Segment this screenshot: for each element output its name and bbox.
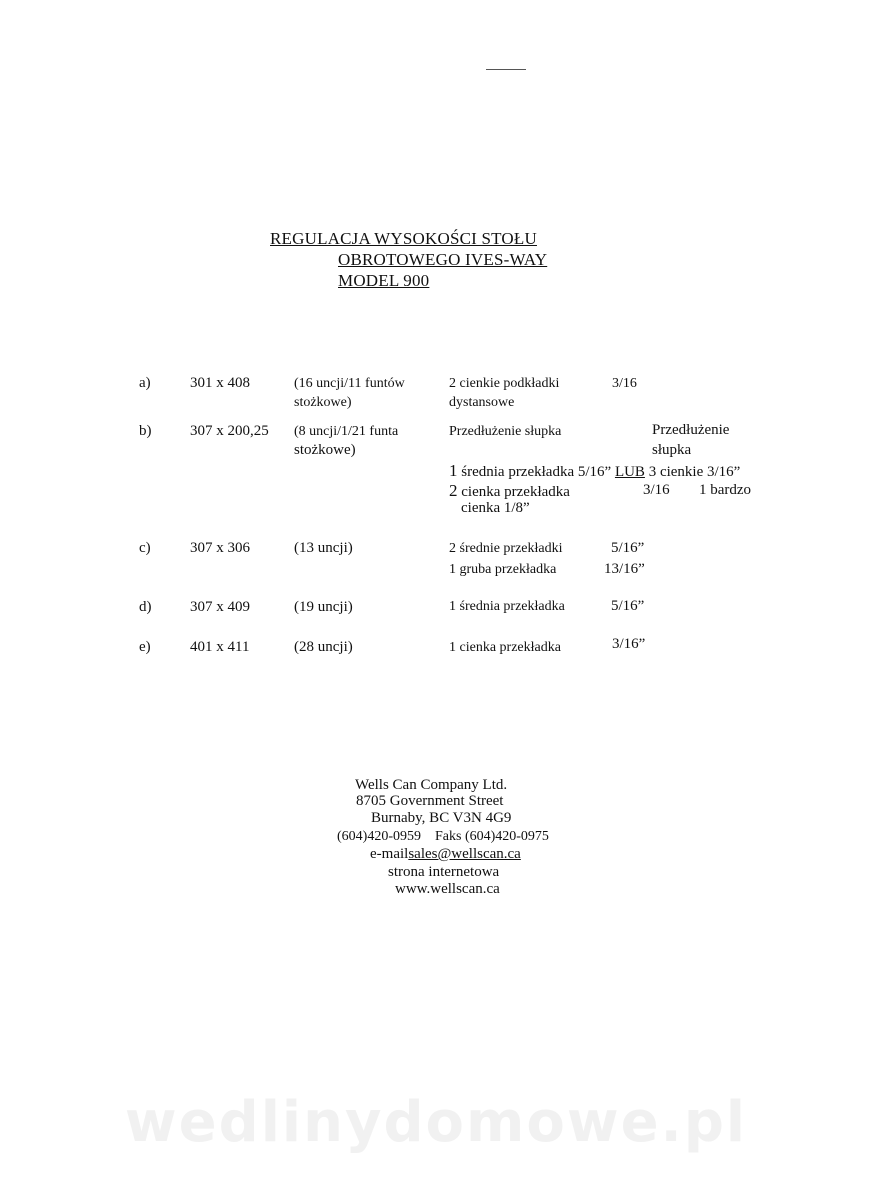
row-b-alt-2: słupka [652,442,692,458]
row-b-spec-1: Przedłużenie słupka [449,424,562,439]
row-b-option-2-text: cienka przekładka [461,484,570,500]
row-c-letter: c) [139,540,151,556]
row-c-weight: (13 uncji) [294,540,353,556]
row-b-option-2-extra: 1 bardzo [699,482,752,498]
row-c-spec-2: 1 gruba przekładka [449,562,557,577]
row-b-option-1-number: 1 [449,461,458,480]
row-d-spec: 1 średnia przekładka [449,599,565,614]
top-rule [486,69,526,70]
row-b-option-1-text: średnia przekładka 5/16” [461,464,612,480]
row-b-option-1-tail: 3 cienkie 3/16” [648,464,741,480]
row-a-measure: 3/16 [612,376,637,391]
row-e-measure: 3/16” [612,636,646,652]
watermark: wedlinydomowe.pl [124,1090,748,1155]
footer-city: Burnaby, BC V3N 4G9 [371,810,512,826]
row-a-spec-1: 2 cienkie podkładki [449,376,560,391]
footer-web-label: strona internetowa [388,864,500,880]
row-b-option-2-number: 2 [449,481,458,500]
row-c-measure-1: 5/16” [611,540,645,556]
footer-email-link[interactable]: sales@wellscan.ca [408,846,521,862]
row-b-option-1 [449,461,740,482]
row-a-letter: a) [139,375,151,391]
row-a-size: 301 x 408 [190,375,250,391]
row-e-weight: (28 uncji) [294,639,353,655]
row-b-weight-1: (8 uncji/1/21 funta [294,424,399,439]
footer-email-line [370,846,521,863]
title-line-2: OBROTOWEGO IVES-WAY [338,250,548,269]
row-b-option-2-cont: cienka 1/8” [461,500,530,516]
row-b-option-2-measure: 3/16 [643,482,670,498]
title-line-3: MODEL 900 [338,271,430,290]
row-e-size: 401 x 411 [190,639,250,655]
footer-fax: Faks (604)420-0975 [435,829,549,844]
row-d-letter: d) [139,599,152,615]
row-c-size: 307 x 306 [190,540,250,556]
title-line-1: REGULACJA WYSOKOŚCI STOŁU [270,229,537,248]
footer-phone: (604)420-0959 [337,829,421,844]
row-d-measure: 5/16” [611,598,645,614]
row-e-letter: e) [139,639,151,655]
row-b-option-1-or: LUB [614,464,645,480]
footer-email-label: e-mail [370,846,409,862]
row-c-measure-2: 13/16” [604,561,645,577]
row-a-weight-2: stożkowe) [294,395,352,410]
row-b-size: 307 x 200,25 [190,423,269,439]
row-d-weight: (19 uncji) [294,599,353,615]
row-b-letter: b) [139,423,152,439]
row-b-alt-1: Przedłużenie [652,422,730,438]
footer-company: Wells Can Company Ltd. [355,777,508,793]
row-a-spec-2: dystansowe [449,395,515,410]
row-b-weight-2: stożkowe) [294,442,356,458]
row-d-size: 307 x 409 [190,599,250,615]
row-e-spec: 1 cienka przekładka [449,640,561,655]
footer-phone-fax [337,828,549,845]
footer-web-link[interactable]: www.wellscan.ca [395,881,500,897]
row-c-spec-1: 2 średnie przekładki [449,541,563,556]
row-a-weight-1: (16 uncji/11 funtów [294,376,405,391]
footer-street: 8705 Government Street [356,793,504,809]
